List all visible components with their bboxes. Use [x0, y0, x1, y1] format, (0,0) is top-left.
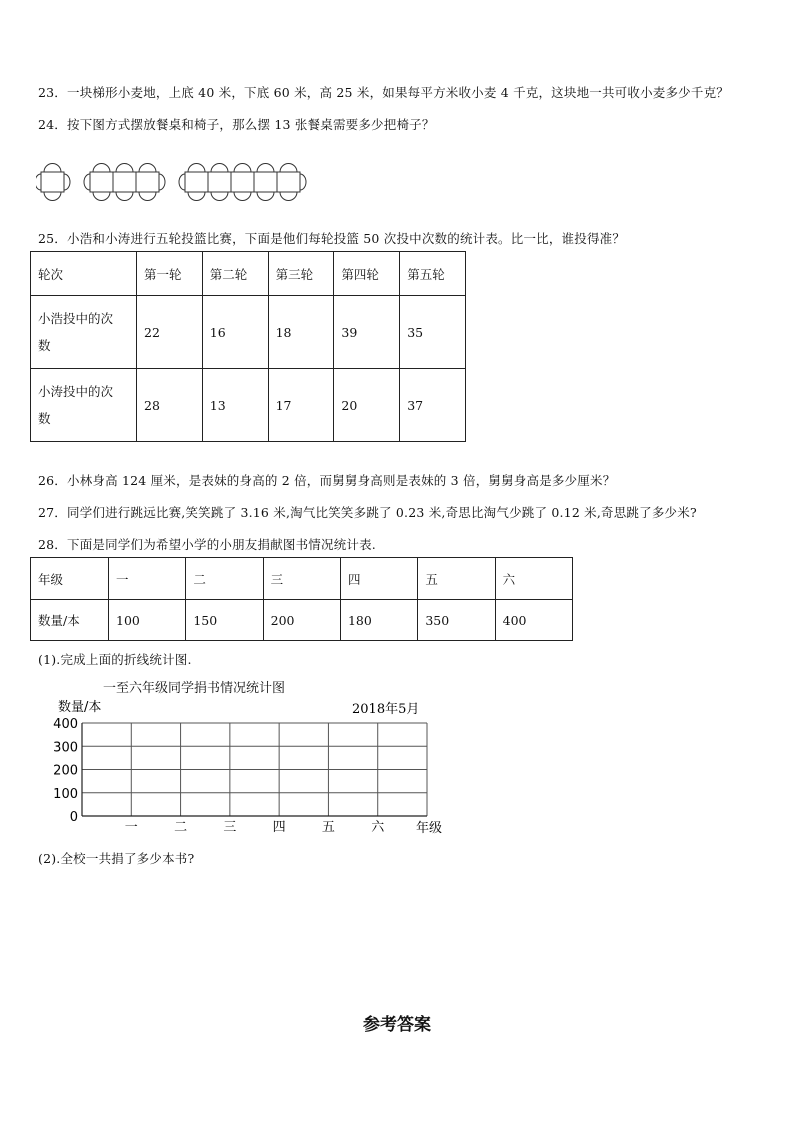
table-group	[36, 164, 70, 201]
chair	[179, 174, 185, 190]
table-header-cell: 四	[340, 558, 417, 600]
chair	[257, 192, 274, 201]
table-cell: 400	[495, 600, 572, 641]
table-cell: 37	[400, 369, 466, 442]
dining-table	[41, 172, 64, 192]
table-header-cell: 一	[109, 558, 186, 600]
table-cell: 28	[137, 369, 203, 442]
table-cell: 350	[418, 600, 495, 641]
question-28-part-2: (2).全校一共捐了多少本书?	[38, 851, 195, 866]
chair	[280, 164, 297, 173]
table-row	[31, 369, 466, 442]
chair	[234, 164, 251, 173]
y-axis-label: 数量/本	[58, 700, 102, 715]
chair	[257, 164, 274, 173]
x-tick-label: 六	[371, 820, 385, 835]
table-cell: 180	[340, 600, 417, 641]
table-cell: 100	[109, 600, 186, 641]
chair	[211, 164, 228, 173]
shooting-stats-table	[30, 251, 466, 442]
chair	[159, 174, 165, 190]
table-header-cell: 第二轮	[202, 252, 268, 296]
table-header-cell: 六	[495, 558, 572, 600]
x-tick-label: 三	[223, 820, 237, 835]
y-tick-label: 300	[53, 740, 78, 756]
chair	[188, 164, 205, 173]
table-cell: 17	[268, 369, 334, 442]
y-tick-label: 0	[69, 810, 78, 825]
row-label-line: 小浩投中的次	[38, 311, 114, 326]
x-tick-label: 五	[321, 820, 335, 835]
question-25: 25．小浩和小涛进行五轮投篮比赛，下面是他们每轮投篮 50 次投中次数的统计表。比一比，谁投得准？	[38, 231, 626, 246]
chair	[44, 164, 61, 173]
table-cell: 20	[334, 369, 400, 442]
table-row	[31, 296, 466, 369]
table-header-cell: 二	[186, 558, 263, 600]
dining-table	[254, 172, 277, 192]
dining-table	[113, 172, 136, 192]
x-axis-label: 年级	[415, 821, 443, 836]
dining-table	[136, 172, 159, 192]
table-cell: 22	[137, 296, 203, 369]
chart-date-label: 2018年5月	[352, 702, 420, 717]
question-28: 28．下面是同学们为希望小学的小朋友捐献图书情况统计表.	[38, 537, 376, 552]
table-header-cell: 第一轮	[137, 252, 203, 296]
chair	[93, 192, 110, 200]
table-cell: 13	[202, 369, 268, 442]
chair	[93, 164, 110, 172]
table-header-cell: 五	[418, 558, 495, 600]
table-header-cell: 第五轮	[400, 252, 466, 296]
dining-table	[208, 172, 231, 192]
table-header-cell: 第四轮	[334, 252, 400, 296]
table-header-cell: 三	[263, 558, 340, 600]
answer-heading: 参考答案	[363, 1015, 431, 1035]
chair	[211, 192, 228, 201]
table-cell: 200	[263, 600, 340, 641]
dining-table	[231, 172, 254, 192]
chair	[234, 192, 251, 201]
table-header-row	[31, 558, 573, 600]
chair	[139, 164, 156, 173]
chair	[188, 192, 205, 201]
dining-table	[185, 172, 208, 192]
table-cell: 35	[400, 296, 466, 369]
y-tick-label: 400	[53, 717, 78, 732]
row-label-line: 数	[38, 338, 51, 353]
table-header-cell: 年级	[31, 558, 109, 600]
question-26: 26．小林身高 124 厘米，是表妹的身高的 2 倍，而舅舅身高则是表妹的 3 倍，舅舅身高是多少厘米？	[38, 473, 616, 488]
row-label-line: 小涛投中的次	[38, 384, 114, 399]
chair	[139, 192, 156, 201]
line-chart	[50, 693, 460, 838]
table-header-row	[31, 252, 466, 296]
y-tick-label: 200	[53, 763, 78, 779]
row-label-xiaotao	[31, 369, 137, 442]
row-label-xiaohao	[31, 296, 137, 369]
table-header-cell: 轮次	[31, 252, 137, 296]
table-row-label: 数量/本	[31, 600, 109, 641]
table-header-cell: 第三轮	[268, 252, 334, 296]
chart-title: 一至六年级同学捐书情况统计图	[103, 681, 286, 696]
x-tick-label: 二	[174, 820, 188, 835]
dining-table	[277, 172, 300, 192]
chair	[280, 192, 297, 201]
chair	[36, 174, 41, 190]
chair	[300, 174, 306, 190]
x-tick-label: 四	[272, 820, 286, 835]
table-cell: 150	[186, 600, 263, 641]
book-donation-table	[30, 557, 573, 641]
x-tick-label: 一	[124, 820, 138, 835]
question-23: 23．一块梯形小麦地，上底 40 米，下底 60 米，高 25 米，如果每平方米收小麦 4 千克，这块地一共可收小麦多少千克？	[38, 85, 729, 100]
table-cell: 16	[202, 296, 268, 369]
y-tick-label: 100	[53, 786, 78, 802]
table-group	[84, 164, 165, 201]
table-cell: 39	[334, 296, 400, 369]
dining-tables-figure	[36, 156, 376, 206]
chair	[64, 174, 70, 190]
question-24: 24．按下图方式摆放餐桌和椅子，那么摆 13 张餐桌需要多少把椅子？	[38, 117, 435, 132]
chair	[84, 174, 90, 190]
question-28-part-1: (1).完成上面的折线统计图.	[38, 652, 192, 667]
chair	[44, 192, 61, 201]
chair	[116, 164, 133, 173]
table-row	[31, 600, 573, 641]
table-group	[179, 164, 306, 201]
row-label-line: 数	[38, 411, 51, 426]
dining-table	[90, 172, 113, 192]
chair	[116, 192, 133, 201]
question-27: 27．同学们进行跳远比赛,笑笑跳了 3.16 米,淘气比笑笑多跳了 0.23 米,奇思比淘气少跳了 0.12 米,奇思跳了多少米?	[38, 505, 697, 520]
table-cell: 18	[268, 296, 334, 369]
